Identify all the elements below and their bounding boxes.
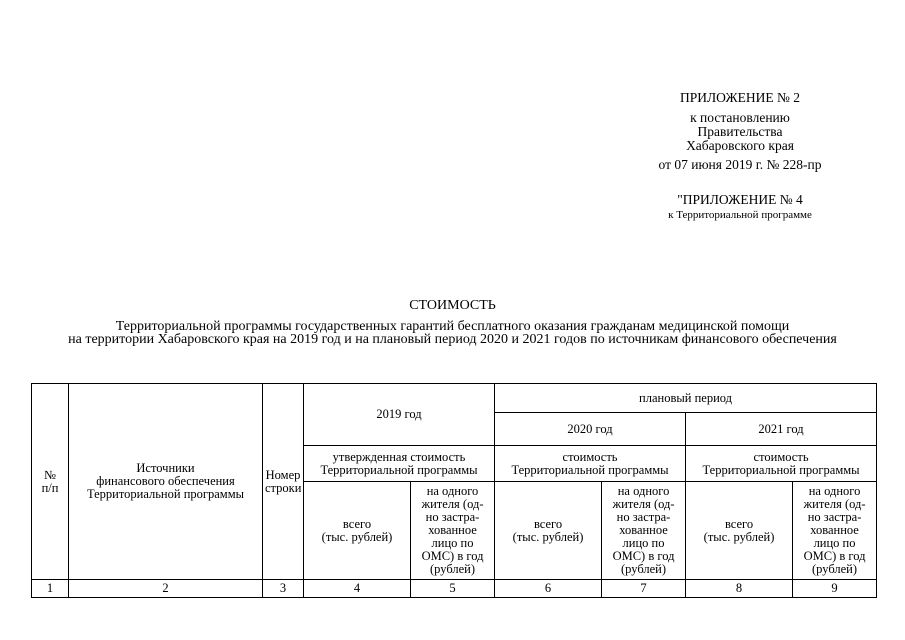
column-number: 5 [411,580,495,598]
column-number: 9 [793,580,877,598]
header-total-2020: всего (тыс. рублей) [495,482,602,580]
to-program-text: к Территориальной программе [668,209,812,221]
header-row-number: № п/п [32,384,69,580]
appendix4-label: "ПРИЛОЖЕНИЕ № 4 [677,192,803,207]
column-number: 4 [304,580,411,598]
header-planning-period: плановый период [495,384,877,413]
header-total-2021: всего (тыс. рублей) [686,482,793,580]
government-text: Правительства [697,124,783,139]
header-sources: Источники финансового обеспечения Территориальной программы [69,384,263,580]
column-number: 8 [686,580,793,598]
header-line-number: Номер строки [263,384,304,580]
appendix-label: ПРИЛОЖЕНИЕ № 2 [679,90,801,105]
column-number: 6 [495,580,602,598]
header-per-resident-2019: на одного жителя (од- но застра- хованное лицо по ОМС) в год (рублей) [411,482,495,580]
header-per-resident-2020: на одного жителя (од- но застра- хованное лицо по ОМС) в год (рублей) [602,482,686,580]
header-total-2019: всего (тыс. рублей) [304,482,411,580]
resolution-date-number: от 07 июня 2019 г. № 228-пр [658,157,822,172]
column-number: 2 [69,580,263,598]
column-number: 1 [32,580,69,598]
to-resolution-text: к постановлению [690,110,790,125]
header-cost-2021: стоимость Территориальной программы [686,446,877,482]
header-year-2019: 2019 год [304,384,495,446]
document-title-line1: Территориальной программы государственных гарантий бесплатного оказания гражданам медицинской помощи [115,319,790,334]
document-title-line2: на территории Хабаровского края на 2019 год и на плановый период 2020 и 2021 годов по источникам финансового обеспечения [68,332,837,347]
document-heading: СТОИМОСТЬ [409,298,496,313]
header-per-resident-2021: на одного жителя (од- но застра- хованное лицо по ОМС) в год (рублей) [793,482,877,580]
column-number-row [32,580,877,598]
column-number: 7 [602,580,686,598]
column-number: 3 [263,580,304,598]
header-year-2020: 2020 год [495,413,686,446]
header-year-2021: 2021 год [686,413,877,446]
header-cost-2020: стоимость Территориальной программы [495,446,686,482]
region-text: Хабаровского края [686,138,794,153]
cost-table [31,383,877,598]
header-approved-cost: утвержденная стоимость Территориальной программы [304,446,495,482]
